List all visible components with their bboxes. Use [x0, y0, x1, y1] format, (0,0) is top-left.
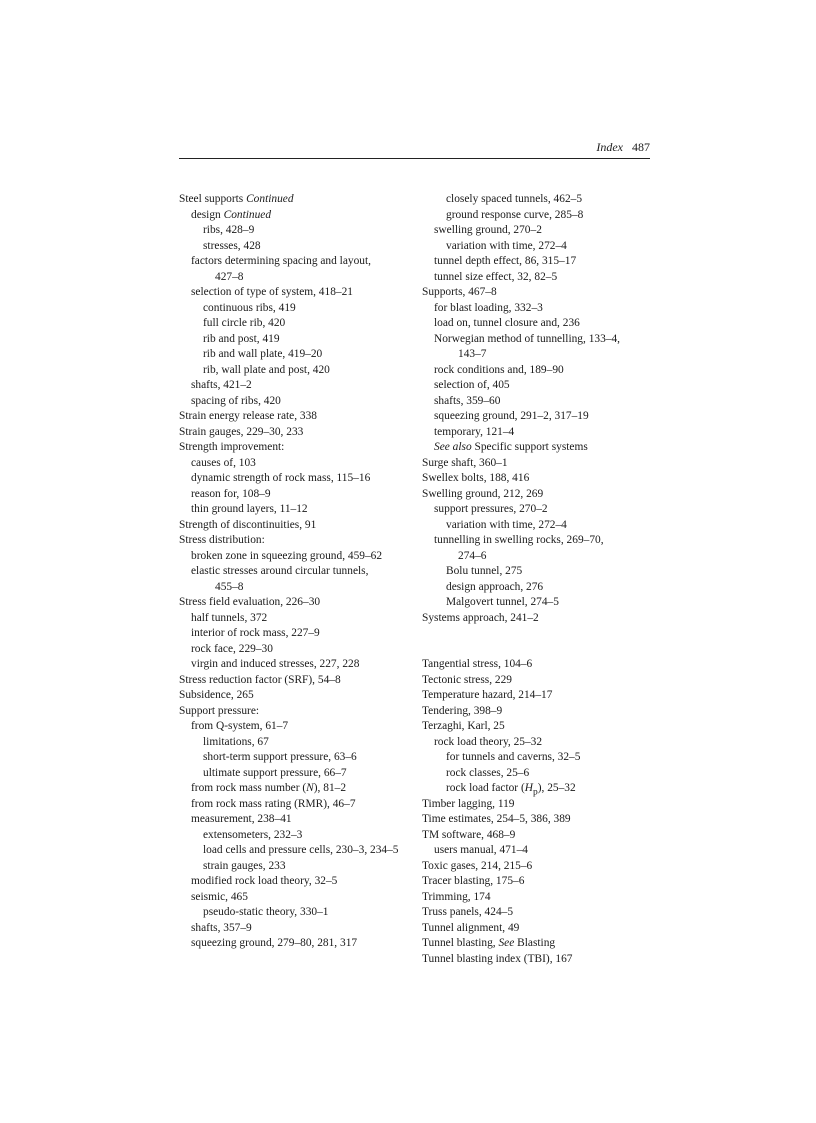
index-subentry [422, 409, 652, 425]
index-subentry [179, 719, 419, 735]
index-entry [179, 409, 419, 425]
entry-text: shafts, 421–2 [191, 379, 252, 391]
entry-text: virgin and induced stresses, 227, 228 [191, 658, 360, 670]
index-entry [422, 471, 652, 487]
index-subentry [179, 223, 419, 239]
continued-label: Continued [220, 208, 272, 221]
index-subentry [179, 270, 419, 286]
entry-text: measurement, 238–41 [191, 813, 292, 825]
entry-text: limitations, 67 [203, 735, 269, 748]
entry-text: extensometers, 232–3 [203, 828, 303, 841]
entry-text: Truss panels, 424–5 [422, 906, 514, 918]
index-subentry [179, 735, 419, 751]
index-subentry [422, 580, 652, 596]
entry-text: spacing of ribs, 420 [191, 394, 281, 407]
index-entry [422, 797, 652, 813]
index-subentry [422, 192, 652, 208]
entry-text: rib and post, 419 [203, 332, 280, 345]
italic-term: H [524, 782, 533, 794]
entry-text: Subsidence, 265 [179, 689, 254, 701]
section-gap [422, 626, 652, 642]
index-subentry [179, 611, 419, 627]
index-subentry [179, 936, 419, 952]
index-entry [422, 657, 652, 673]
index-subentry [179, 208, 419, 224]
entry-text: Tunnel alignment, 49 [422, 921, 520, 934]
index-entry [422, 611, 652, 627]
index-entry [422, 921, 652, 937]
index-entry [422, 688, 652, 704]
index-subentry [179, 285, 419, 301]
index-subentry [422, 595, 652, 611]
entry-text: Tectonic stress, 229 [422, 673, 512, 686]
entry-text: load on, tunnel closure and, 236 [434, 317, 580, 329]
index-subentry [422, 363, 652, 379]
entry-text: 455–8 [215, 580, 244, 593]
entry-text: Bolu tunnel, 275 [446, 565, 523, 577]
index-subentry [422, 208, 652, 224]
index-subentry [179, 564, 419, 580]
entry-text: load cells and pressure cells, 230–3, 234–5 [203, 844, 399, 856]
index-subentry [422, 564, 652, 580]
entry-text: Stress distribution: [179, 534, 265, 546]
entry-text: Toxic gases, 214, 215–6 [422, 859, 533, 872]
index-subentry [179, 363, 419, 379]
entry-text: design [191, 208, 221, 221]
entry-text: Timber lagging, 119 [422, 797, 515, 810]
entry-text: 274–6 [458, 549, 487, 562]
entry-text: Systems approach, 241–2 [422, 611, 539, 624]
entry-text: Stress reduction factor (SRF), 54–8 [179, 673, 341, 686]
index-subentry [422, 766, 652, 782]
entry-text: Terzaghi, Karl, 25 [422, 720, 505, 732]
entry-text: Time estimates, 254–5, 386, 389 [422, 813, 571, 825]
entry-text: reason for, 108–9 [191, 487, 271, 500]
index-subentry [179, 378, 419, 394]
entry-text: squeezing ground, 291–2, 317–19 [434, 410, 589, 422]
entry-text: from rock mass number ( [191, 782, 307, 794]
section-label: Index [596, 140, 623, 154]
index-subentry [179, 626, 419, 642]
index-subentry [422, 518, 652, 534]
entry-text: dynamic strength of rock mass, 115–16 [191, 472, 371, 484]
index-subentry [422, 533, 652, 549]
entry-text-after: ), 25–32 [537, 782, 576, 794]
index-entry [422, 719, 652, 735]
index-entry [422, 936, 652, 952]
index-entry [179, 192, 419, 208]
index-subentry [179, 781, 419, 797]
index-subentry [422, 781, 652, 797]
entry-text: TM software, 468–9 [422, 828, 516, 841]
entry-text: swelling ground, 270–2 [434, 224, 542, 236]
entry-text: for tunnels and caverns, 32–5 [446, 751, 581, 763]
index-subentry [422, 549, 652, 565]
index-entry [179, 533, 419, 549]
entry-text: ribs, 428–9 [203, 224, 255, 236]
entry-text: temporary, 121–4 [434, 425, 515, 438]
entry-text: interior of rock mass, 227–9 [191, 627, 320, 639]
running-head [180, 139, 650, 155]
entry-text: shafts, 359–60 [434, 394, 501, 407]
index-subentry [179, 394, 419, 410]
entry-text: Surge shaft, 360–1 [422, 456, 508, 469]
index-subentry [422, 223, 652, 239]
entry-text: Supports, 467–8 [422, 286, 497, 298]
entry-text: Malgovert tunnel, 274–5 [446, 596, 559, 608]
entry-text: Strain gauges, 229–30, 233 [179, 425, 304, 438]
entry-text: Support pressure: [179, 704, 260, 717]
index-subentry [422, 254, 652, 270]
index-subentry [179, 843, 419, 859]
entry-text: Tracer blasting, 175–6 [422, 875, 525, 887]
entry-text: broken zone in squeezing ground, 459–62 [191, 549, 383, 562]
index-entry [422, 890, 652, 906]
index-entry [422, 859, 652, 875]
entry-text: Stress field evaluation, 226–30 [179, 596, 321, 608]
index-column-left [179, 192, 419, 952]
entry-text: tunnelling in swelling rocks, 269–70, [434, 534, 604, 546]
index-subentry [422, 750, 652, 766]
entry-text: variation with time, 272–4 [446, 239, 567, 252]
entry-text: tunnel size effect, 32, 82–5 [434, 270, 558, 283]
index-subentry [422, 440, 652, 456]
entry-text: rib and wall plate, 419–20 [203, 348, 323, 360]
index-entry [179, 673, 419, 689]
entry-text: tunnel depth effect, 86, 315–17 [434, 255, 577, 267]
entry-text: rock conditions and, 189–90 [434, 363, 564, 376]
entry-text: seismic, 465 [191, 890, 248, 903]
entry-text: closely spaced tunnels, 462–5 [446, 193, 583, 205]
index-subentry [179, 657, 419, 673]
index-subentry [179, 812, 419, 828]
index-subentry [422, 332, 652, 348]
index-subentry [422, 301, 652, 317]
index-entry [422, 874, 652, 890]
entry-text: from Q-system, 61–7 [191, 720, 289, 732]
entry-text: Strain energy release rate, 338 [179, 410, 318, 422]
index-subentry [422, 394, 652, 410]
index-subentry [179, 471, 419, 487]
index-entry [422, 487, 652, 503]
entry-text: Tendering, 398–9 [422, 704, 503, 717]
index-subentry [179, 239, 419, 255]
page-number: 487 [632, 140, 650, 154]
entry-text: squeezing ground, 279–80, 281, 317 [191, 937, 358, 949]
index-subentry [179, 890, 419, 906]
entry-text: elastic stresses around circular tunnels, [191, 565, 369, 577]
entry-text: continuous ribs, 419 [203, 301, 296, 314]
entry-text: from rock mass rating (RMR), 46–7 [191, 797, 356, 810]
index-entry [179, 518, 419, 534]
index-subentry [179, 332, 419, 348]
entry-text-after: Blasting [514, 937, 556, 949]
entry-text: short-term support pressure, 63–6 [203, 751, 357, 763]
index-subentry [422, 316, 652, 332]
index-subentry [179, 316, 419, 332]
entry-text: ultimate support pressure, 66–7 [203, 766, 347, 779]
entry-text: half tunnels, 372 [191, 611, 268, 624]
entry-text: for blast loading, 332–3 [434, 301, 543, 314]
index-subentry [179, 549, 419, 565]
entry-text: rock classes, 25–6 [446, 766, 530, 779]
entry-text: Swelling ground, 212, 269 [422, 487, 544, 500]
entry-text: support pressures, 270–2 [434, 503, 548, 515]
index-entry [422, 704, 652, 720]
index-entry [179, 595, 419, 611]
index-entry [179, 688, 419, 704]
index-subentry [179, 874, 419, 890]
index-entry [179, 704, 419, 720]
index-subentry [179, 642, 419, 658]
index-subentry [179, 301, 419, 317]
entry-text: rock load factor ( [446, 782, 525, 794]
entry-text: pseudo-static theory, 330–1 [203, 906, 329, 918]
index-subentry [422, 378, 652, 394]
index-subentry [422, 270, 652, 286]
index-entry [422, 812, 652, 828]
index-subentry [179, 750, 419, 766]
see-also-text: See also [434, 441, 472, 453]
entry-text: design approach, 276 [446, 580, 544, 593]
entry-text: selection of, 405 [434, 379, 510, 391]
index-column-right [422, 192, 652, 967]
entry-text: selection of type of system, 418–21 [191, 286, 353, 298]
index-entry [422, 952, 652, 968]
index-subentry [179, 487, 419, 503]
entry-text: causes of, 103 [191, 456, 256, 469]
entry-text: Norwegian method of tunnelling, 133–4, [434, 332, 621, 345]
entry-text: full circle rib, 420 [203, 317, 286, 329]
entry-text: modified rock load theory, 32–5 [191, 875, 338, 887]
entry-text: Tunnel blasting index (TBI), 167 [422, 952, 573, 965]
index-entry [422, 285, 652, 301]
index-subentry [422, 425, 652, 441]
index-entry [422, 456, 652, 472]
entry-text: Strength improvement: [179, 441, 285, 453]
continued-label: Continued [243, 193, 294, 205]
index-entry [179, 440, 419, 456]
index-subentry [422, 843, 652, 859]
index-subentry [179, 828, 419, 844]
section-gap [422, 642, 652, 658]
index-subentry [179, 766, 419, 782]
italic-term: N [306, 782, 314, 794]
index-subentry [422, 347, 652, 363]
entry-text: Trimming, 174 [422, 890, 491, 903]
entry-text: rock load theory, 25–32 [434, 735, 543, 748]
header-rule [179, 158, 650, 159]
index-subentry [179, 797, 419, 813]
entry-text: variation with time, 272–4 [446, 518, 567, 531]
entry-text: rib, wall plate and post, 420 [203, 363, 330, 376]
index-subentry [422, 502, 652, 518]
index-entry [422, 673, 652, 689]
entry-text: ground response curve, 285–8 [446, 208, 584, 221]
entry-text: 427–8 [215, 270, 244, 283]
index-subentry [179, 921, 419, 937]
entry-text: thin ground layers, 11–12 [191, 503, 308, 515]
entry-text: rock face, 229–30 [191, 642, 273, 655]
entry-text: Tangential stress, 104–6 [422, 658, 533, 670]
entry-text: Steel supports [179, 193, 244, 205]
entry-text: shafts, 357–9 [191, 921, 252, 934]
index-entry [422, 828, 652, 844]
entry-text: stresses, 428 [203, 239, 261, 252]
entry-text: factors determining spacing and layout, [191, 255, 371, 267]
entry-text: Temperature hazard, 214–17 [422, 689, 553, 701]
entry-text: Specific support systems [471, 441, 588, 453]
index-subentry [179, 859, 419, 875]
index-entry [179, 425, 419, 441]
italic-term: See [495, 937, 515, 949]
index-subentry [179, 254, 419, 270]
entry-text: Swellex bolts, 188, 416 [422, 472, 530, 484]
entry-text: strain gauges, 233 [203, 859, 286, 872]
index-subentry [179, 502, 419, 518]
index-subentry [179, 347, 419, 363]
index-entry [422, 905, 652, 921]
entry-text: users manual, 471–4 [434, 844, 528, 856]
entry-text: 143–7 [458, 348, 487, 360]
index-subentry [179, 905, 419, 921]
index-subentry [422, 735, 652, 751]
index-subentry [179, 456, 419, 472]
entry-text-after: ), 81–2 [313, 782, 347, 794]
index-subentry [422, 239, 652, 255]
subscript: p [532, 787, 538, 798]
entry-text: Tunnel blasting, [422, 937, 496, 949]
entry-text: Strength of discontinuities, 91 [179, 518, 317, 531]
index-subentry [179, 580, 419, 596]
